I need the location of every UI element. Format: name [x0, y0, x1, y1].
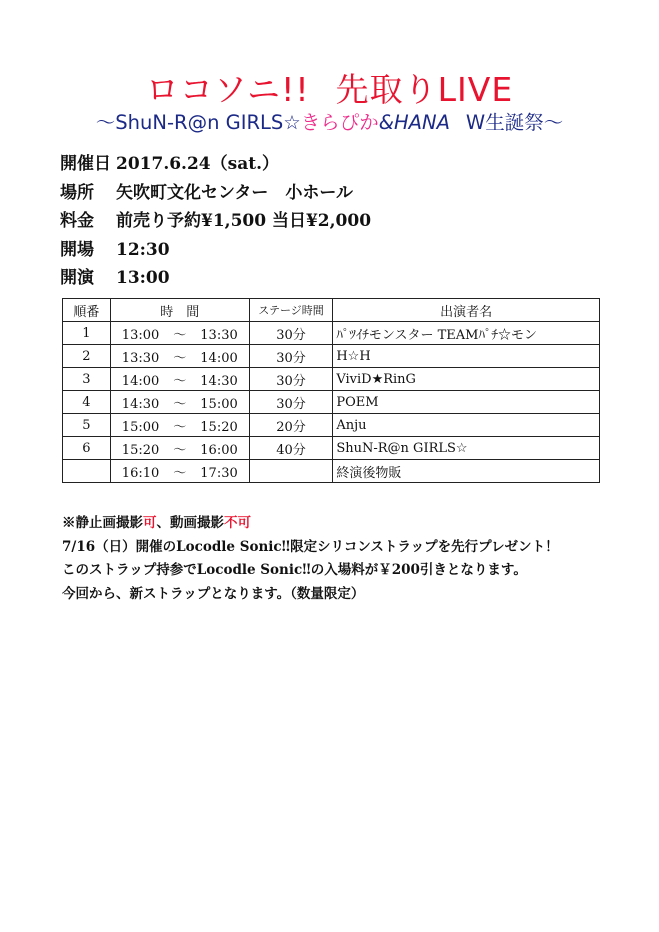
table-row	[63, 345, 600, 368]
info-fee	[60, 207, 371, 236]
row-performer: H☆H	[333, 345, 600, 368]
note-strap-present: 7/16（日）開催のLocodle Sonic‼限定シリコンストラップを先行プレゼント！	[62, 538, 559, 555]
subtitle-hana: &HANA	[378, 111, 450, 134]
event-title-name: ロコソニ!!	[145, 70, 310, 109]
table-row	[63, 391, 600, 414]
note-strap-discount: このストラップ持参でLocodle Sonic‼の入場料が￥200引きとなります。	[62, 562, 527, 578]
info-open-value: 12:30	[116, 239, 170, 260]
info-date-value: 2017.6.24（sat.）	[116, 154, 279, 174]
event-notes	[62, 512, 559, 606]
event-title-live: 先取りLIVE	[335, 70, 514, 109]
row-start: 14:30	[121, 396, 160, 412]
subtitle-birthday: W生誕祭～	[465, 111, 564, 134]
header-order: 順番	[63, 299, 111, 322]
row-end: 15:20	[200, 419, 238, 435]
row-start: 14:00	[121, 373, 160, 389]
row-performer: 終演後物販	[333, 460, 600, 483]
row-time	[110, 322, 249, 345]
row-number: 3	[63, 368, 111, 391]
info-start-value: 13:00	[116, 268, 170, 288]
table-row	[63, 368, 600, 391]
row-sep: ～	[173, 465, 187, 481]
row-time	[110, 414, 249, 437]
row-performer: POEM	[333, 391, 600, 414]
row-number: 1	[63, 322, 111, 345]
note-photo-policy	[62, 512, 559, 536]
row-number: 4	[63, 391, 111, 414]
subtitle-group: ～ShuN-R@n GIRLS☆	[95, 111, 301, 134]
info-venue-value: 矢吹町文化センター 小ホール	[116, 182, 353, 203]
info-open-label: 開場	[60, 239, 94, 260]
row-sep: ～	[173, 442, 187, 458]
row-duration	[249, 460, 333, 483]
info-venue	[60, 179, 371, 208]
row-end: 13:30	[200, 327, 238, 343]
row-start: 13:30	[121, 350, 160, 366]
row-sep: ～	[173, 327, 187, 343]
row-number	[63, 460, 111, 483]
row-duration: 40分	[249, 437, 333, 460]
row-performer: ﾊﾟﾂｲﾁモンスター TEAMﾊﾟﾁ☆モン	[333, 322, 600, 345]
note-strap-new: 今回から、新ストラップとなります。（数量限定）	[62, 585, 365, 602]
row-start: 16:10	[121, 465, 160, 481]
header-stage-time: ステージ時間	[249, 299, 333, 322]
info-fee-value: 前売り予約¥1,500 当日¥2,000	[116, 211, 372, 231]
row-time	[110, 460, 249, 483]
event-title	[0, 70, 659, 110]
table-header-row	[63, 299, 600, 322]
event-subtitle	[0, 109, 659, 137]
row-number: 6	[63, 437, 111, 460]
row-sep: ～	[173, 373, 187, 389]
info-start-label: 開演	[60, 268, 94, 288]
note-photo-ng: 不可	[224, 515, 251, 531]
info-date	[60, 150, 371, 179]
row-performer: Anju	[333, 414, 600, 437]
row-sep: ～	[173, 419, 187, 435]
row-time	[110, 368, 249, 391]
row-start: 15:00	[121, 419, 160, 435]
row-end: 17:30	[200, 465, 238, 481]
row-number: 2	[63, 345, 111, 368]
row-end: 14:00	[200, 350, 238, 366]
row-time	[110, 437, 249, 460]
info-venue-label: 場所	[60, 182, 94, 203]
row-end: 14:30	[200, 373, 238, 389]
header-time: 時 間	[110, 299, 249, 322]
header-performer: 出演者名	[333, 299, 600, 322]
row-end: 16:00	[200, 442, 238, 458]
row-sep: ～	[173, 350, 187, 366]
row-performer: ShuN-R@n GIRLS☆	[333, 437, 600, 460]
row-duration: 30分	[249, 345, 333, 368]
note-photo-ok: 可	[143, 515, 157, 531]
table-row	[63, 414, 600, 437]
event-info	[60, 150, 371, 293]
info-date-label: 開催日	[60, 154, 111, 174]
row-start: 15:20	[121, 442, 160, 458]
row-time	[110, 345, 249, 368]
row-performer: ViviD★RinG	[333, 368, 600, 391]
info-fee-label: 料金	[60, 211, 94, 231]
row-start: 13:00	[121, 327, 160, 343]
note-photo-mid: 、動画撮影	[156, 515, 224, 531]
info-start	[60, 264, 371, 293]
table-row	[63, 460, 600, 483]
row-time	[110, 391, 249, 414]
table-row	[63, 437, 600, 460]
schedule-table	[62, 298, 600, 483]
row-duration: 30分	[249, 322, 333, 345]
row-number: 5	[63, 414, 111, 437]
row-sep: ～	[173, 396, 187, 412]
table-row	[63, 322, 600, 345]
info-open	[60, 236, 371, 265]
note-photo-prefix: ※静止画撮影	[62, 515, 143, 531]
subtitle-kirapika: きらぴか	[300, 111, 379, 134]
row-duration: 20分	[249, 414, 333, 437]
row-end: 15:00	[200, 396, 238, 412]
row-duration: 30分	[249, 368, 333, 391]
row-duration: 30分	[249, 391, 333, 414]
